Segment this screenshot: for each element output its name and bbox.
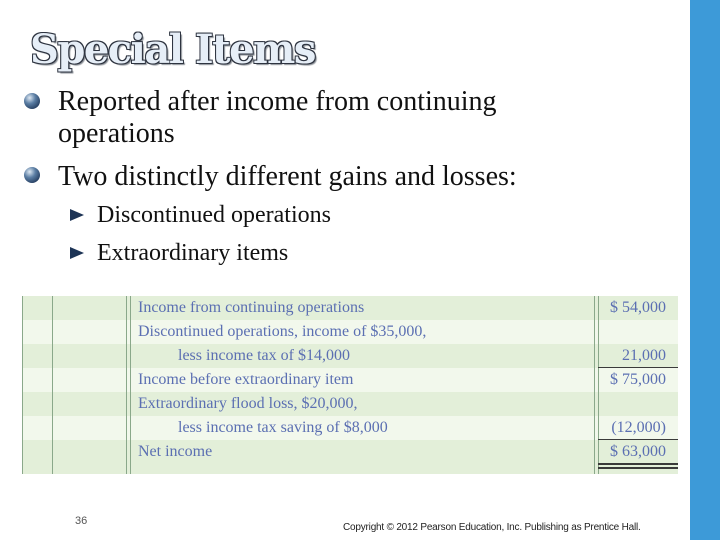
row-amount: 21,000 <box>622 347 666 364</box>
column-divider <box>594 296 595 474</box>
bullet-text-2: Two distinctly different gains and losses: <box>58 161 517 192</box>
row-amount: $ 63,000 <box>610 443 666 460</box>
total-double-rule <box>598 467 678 469</box>
bullet-icon <box>24 93 40 109</box>
income-statement-table <box>22 296 678 474</box>
sub-bullet-text-1: Discontinued operations <box>97 202 331 228</box>
arrow-bullet-icon <box>70 247 84 259</box>
arrow-bullet-icon <box>70 209 84 221</box>
table-row <box>22 392 678 416</box>
row-label: less income tax of $14,000 <box>178 347 350 364</box>
row-label: Income before extraordinary item <box>138 371 354 388</box>
column-divider <box>130 296 131 474</box>
row-amount: $ 54,000 <box>610 299 666 316</box>
row-label: Income from continuing operations <box>138 299 365 316</box>
subtotal-rule <box>598 439 678 440</box>
row-amount: (12,000) <box>611 419 666 436</box>
page-number: 36 <box>75 515 88 527</box>
bullet-icon <box>24 167 40 183</box>
table-row <box>22 368 678 392</box>
total-double-rule <box>598 463 678 465</box>
column-divider <box>22 296 23 474</box>
sub-bullet-text-2: Extraordinary items <box>97 240 289 266</box>
accent-side-bar <box>690 0 720 540</box>
slide-title: Special Items <box>30 26 315 73</box>
column-divider <box>52 296 53 474</box>
row-amount: $ 75,000 <box>610 371 666 388</box>
table-row <box>22 440 678 474</box>
row-label: Extraordinary flood loss, $20,000, <box>138 395 358 412</box>
column-divider <box>598 296 599 474</box>
row-label: Discontinued operations, income of $35,000, <box>138 323 427 340</box>
bullet-text-1: Reported after income from continuing operations <box>58 86 497 149</box>
column-divider <box>126 296 127 474</box>
copyright-text: Copyright © 2012 Pearson Education, Inc. Publishing as Prentice Hall. <box>343 522 641 533</box>
table-row <box>22 416 678 440</box>
table-row <box>22 296 678 320</box>
table-row <box>22 320 678 344</box>
row-label: Net income <box>138 443 213 460</box>
subtotal-rule <box>598 367 678 368</box>
table-row <box>22 344 678 368</box>
row-label: less income tax saving of $8,000 <box>178 419 388 436</box>
